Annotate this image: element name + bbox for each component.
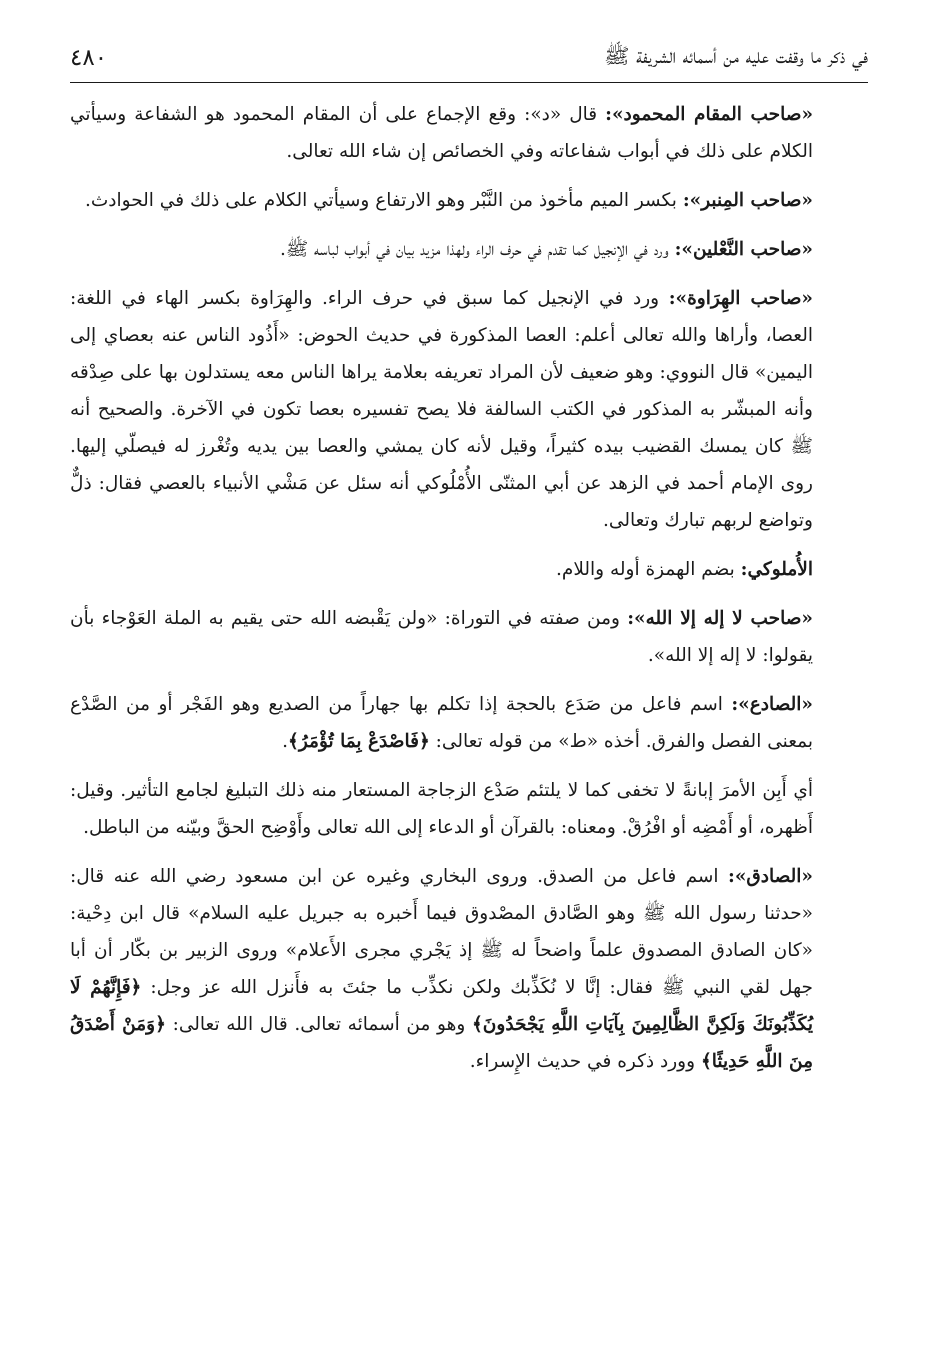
page-body	[70, 96, 813, 1092]
quran-verse: ﴿وَمَنْ أَصْدَقُ مِنَ اللَّهِ حَدِيثًا﴾	[70, 1014, 813, 1072]
entry-paragraph	[70, 551, 813, 588]
quran-verse: ﴿فَإِنَّهُمْ لَا يُكَذِّبُونَكَ وَلَكِنَّ الظَّالِمِينَ بِآيَاتِ اللَّهِ يَجْحَدُونَ﴾	[70, 977, 814, 1035]
entry-text: ومن صفته في التوراة: «ولن يَقْبضه الله حتى يقيم به الملة العَوْجاء بأن يقولوا: لا إله إلا الله».	[70, 608, 813, 666]
entry-term: الأُملوكي:	[740, 559, 813, 580]
entry-text: ورد في الإنجيل كما سبق في حرف الراء. والهِرَاوة بكسر الهاء في اللغة: العصا، وأراها والله تعالى أعلم: العصا المذكورة في حديث الحوض: «أَذُود الناس عنه بعصاي إلى اليمين» قال النووي: وهو ضعيف لأن المراد تعريفه بعلامة يراها الناس معه يستدلون بها على صِدْقه وأنه المبشّر به المذكور في الكتب السالفة فلا يصح تفسيره بعصا تكون في الآخرة. والصحيح أنه ﷺ كان يمسك القضيب بيده كثيراً، وقيل لأنه كان يمشي والعصا بين يديه وتُغْرز له فيصلّي إليها. روى الإمام أحمد في الزهد عن أبي المثنّى الأُمْلُوكي أنه سئل عن مَشْي الأنبياء بالعصي فقال: ذلٌّ وتواضع لربهم تبارك وتعالى.	[70, 288, 813, 531]
entry-term: «صاحب المِنبر»:	[682, 190, 813, 211]
quran-verse: ﴿فَاصْدَعْ بِمَا تُؤْمَرُ﴾	[287, 731, 430, 752]
entry-paragraph	[70, 772, 813, 846]
entry-term: «صاحب المقام المحمود»:	[605, 104, 814, 125]
entry-text-after: وورد ذكره في حديث الإِسراء.	[469, 1051, 701, 1072]
page-number: ٤٨٠	[70, 45, 108, 71]
entry-paragraph	[70, 182, 813, 219]
entry-term: «صاحب النَّعْلين»:	[674, 239, 813, 260]
entry-text: أي أَبِن الأمرَ إبانةً لا تخفى كما لا يلتئم صَدْع الزجاجة المستعار منه ذلك التبليغ لجامع التأثير. وقيل: أَظهره، أو أَمْضِه أو افْرُقْ. ومعناه: بالقرآن أو الدعاء إلى الله تعالى وأَوْضِح الحقَّ وبيّنه من الباطل.	[70, 780, 813, 838]
entry-text: بكسر الميم مأخوذ من النَّبْر وهو الارتفاع وسيأتي الكلام على ذلك في الحوادث.	[84, 190, 683, 211]
entry-term: «صاحب لا إله إلا الله»:	[627, 608, 813, 629]
entry-text: اسم فاعل من صَدَع بالحجة إذا تكلم بها جهاراً من الصديع وهو الفَجْر أو من الصَّدْع بمعنى الفصل والفرق. أخذه «ط» من قوله تعالى:	[70, 694, 813, 752]
entry-text: قال «د»: وقع الإجماع على أن المقام المحمود هو الشفاعة وسيأتي الكلام على ذلك في أبواب شفاعاته وفي الخصائص إن شاء الله تعالى.	[70, 104, 813, 162]
entry-paragraph	[70, 96, 813, 170]
entry-text: بضم الهمزة أوله واللام.	[556, 559, 741, 580]
entry-paragraph	[70, 686, 813, 760]
running-title: في ذكر ما وقفت عليه من أسمائه الشريفة ﷺ	[604, 43, 868, 68]
entry-paragraph	[70, 858, 813, 1080]
entry-paragraph	[70, 231, 813, 268]
entry-text: اسم فاعل من الصدق. وروى البخاري وغيره عن ابن مسعود رضي الله عنه قال: «حدثنا رسول الله ﷺ وهو الصَّادق المصْدوق فيما أَخبره به جبريل عليه السلام» قال ابن دِحْية: «كان الصادق المصدوق علماً واضحاً له ﷺ إذ يَجْري مجرى الأَعلام» وروى الزبير بن بكّار أن أبا جهل لقي النبي ﷺ فقال: إنَّا لا نُكَذِّبك ولكن نكذِّب ما جئتَ به فأَنزل الله عز وجل:	[70, 866, 813, 998]
entry-paragraph	[70, 280, 813, 539]
entry-text-after: .	[282, 731, 288, 752]
entry-term: «الصادق»:	[727, 866, 813, 887]
entry-text: ورد في الإنجيل كما تقدم في حرف الراء ولهذا مزيد بيان في أبواب لباسه ﷺ.	[279, 239, 675, 260]
page-header	[70, 34, 868, 83]
entry-paragraph	[70, 600, 813, 674]
entry-term: «الصادع»:	[731, 694, 813, 715]
entry-term: «صاحب الهِرَاوة»:	[668, 288, 813, 309]
entry-text-after: وهو من أسمائه تعالى. قال الله تعالى:	[165, 1014, 472, 1035]
